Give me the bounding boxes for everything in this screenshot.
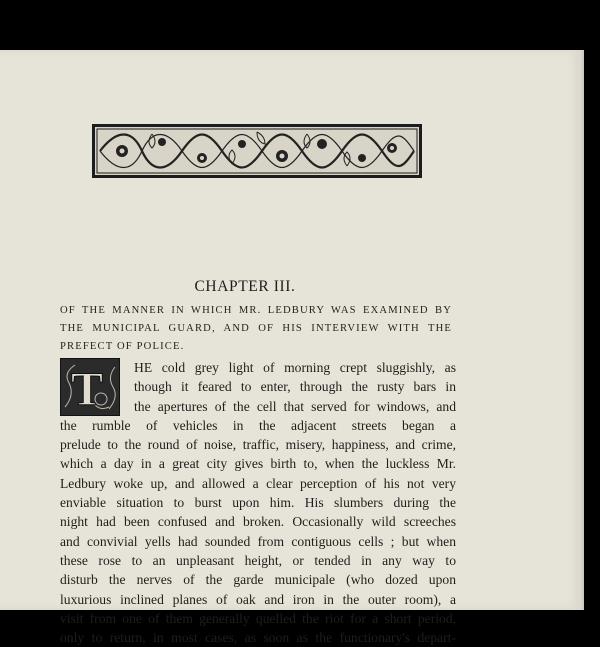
text-line: only to return, in most cases, as soon as the functionary's depart- [60,630,456,646]
text-line: and convivial yells had sounded from contiguous cells ; but when [60,533,456,549]
chapter-title: CHAPTER III. [194,278,296,295]
chapter-subtitle-line: THE MUNICIPAL GUARD, AND OF HIS INTERVIEW WITH THE [60,323,452,334]
book-page [0,50,584,646]
chapter-subtitle [60,302,452,356]
text-line: these rose to an unpleasant height, or tended in any way to [60,552,456,568]
drop-cap-letter: T [71,363,104,416]
text-line: luxurious inclined planes of oak and iron in the outer room), a [60,591,456,607]
text-line: night had been confused and broken. Occasionally wild screeches [60,514,456,530]
text-line: though it feared to enter, through the rusty bars in [134,379,456,395]
text-line: enviable situation to burst upon him. His slumbers during the [60,495,456,511]
text-line: prelude to the round of noise, traffic, misery, happiness, and crime, [60,437,456,453]
chapter-subtitle-line: PREFECT OF POLICE. [60,341,185,352]
text-line: disturb the nerves of the garde municipale (who dozed upon [60,572,456,588]
text-line: the rumble of vehicles in the adjacent streets began a [60,417,456,433]
text-line: the apertures of the cell that served for windows, and [134,398,456,414]
text-line: HE cold grey light of morning crept sluggishly, as [134,360,456,375]
body-paragraph [60,358,456,647]
text-line: which a day in a great city gives birth to, when the luckless Mr. [60,456,456,472]
chapter-subtitle-line: OF THE MANNER IN WHICH MR. LEDBURY WAS EXAMINED BY [60,305,452,316]
text-line: visit from one of them generally quelled the riot for a short period, [60,610,456,626]
text-line: Ledbury woke up, and allowed a clear perception of his not very [60,475,456,491]
ornamental-header-band [92,124,422,178]
